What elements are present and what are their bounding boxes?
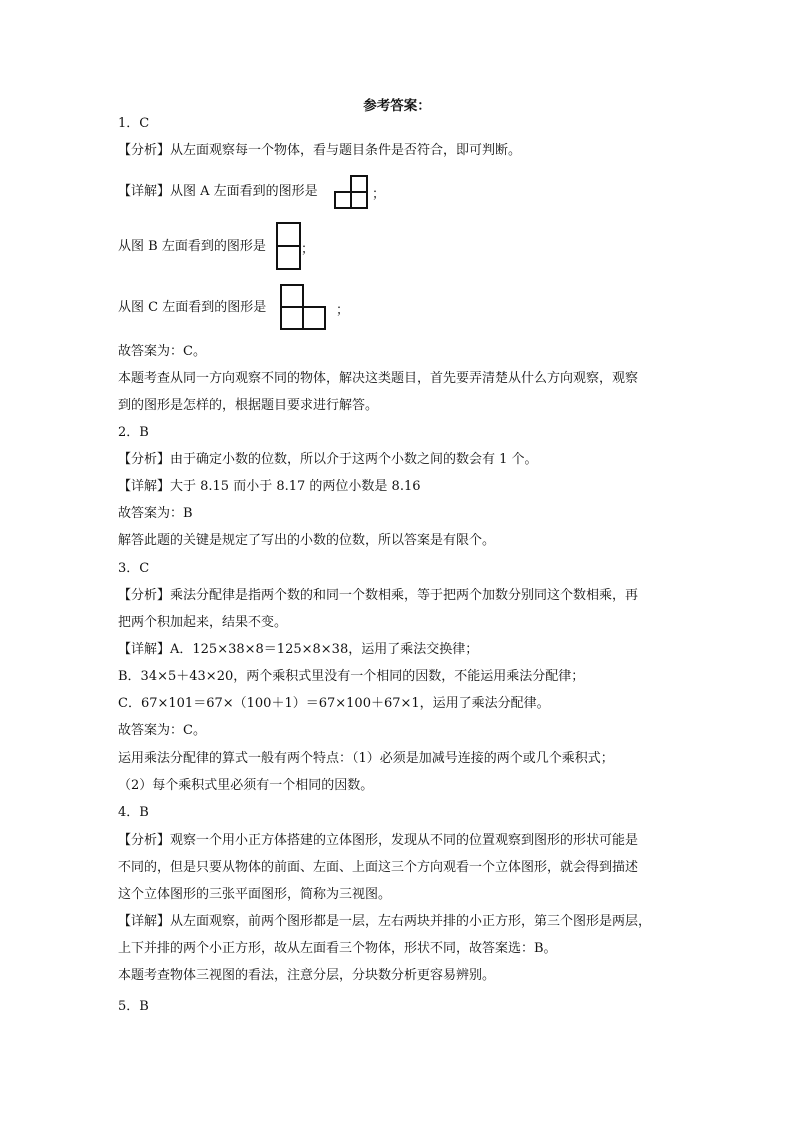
q1-detail-c: 从图 C 左面看到的图形是	[118, 300, 267, 315]
page-title: 参考答案：	[363, 98, 431, 114]
q1-detail-a: 【详解】从图 A 左面看到的图形是	[118, 184, 318, 199]
q4-detail-2: 上下并排的两个小正方形，故从左面看三个物体，形状不同，故答案选：B。	[118, 941, 557, 956]
q1-semicolon-c: ；	[336, 303, 350, 318]
q1-comment-1: 本题考查从同一方向观察不同的物体，解决这类题目，首先要弄清楚从什么方向观察，观察	[118, 371, 639, 386]
q2-comment: 解答此题的关键是规定了写出的小数的位数，所以答案是有限个。	[118, 533, 496, 548]
q5-number: 5．B	[118, 999, 149, 1014]
figure-b-left-view	[276, 222, 302, 270]
q2-number: 2．B	[118, 425, 149, 440]
q2-answer: 故答案为：B	[118, 506, 193, 521]
q1-answer: 故答案为：C。	[118, 344, 206, 359]
q1-comment-2: 到的图形是怎样的，根据题目要求进行解答。	[118, 398, 379, 413]
q3-comment-1: 运用乘法分配律的算式一般有两个特点：（1）必须是加减号连接的两个或几个乘积式；	[118, 751, 614, 766]
square-shape	[280, 306, 304, 330]
square-shape	[280, 284, 304, 308]
q3-comment-2: （2）每个乘积式里必须有一个相同的因数。	[118, 778, 374, 793]
square-shape	[276, 245, 301, 270]
q4-number: 4．B	[118, 805, 149, 820]
q1-analysis: 【分析】从左面观察每一个物体，看与题目条件是否符合，即可判断。	[118, 143, 522, 158]
figure-c-left-view	[280, 284, 327, 330]
q3-answer: 故答案为：C。	[118, 723, 206, 738]
q1-number: 1．C	[118, 116, 150, 131]
q2-analysis: 【分析】由于确定小数的位数，所以介于这两个小数之间的数会有 1 个。	[118, 452, 538, 467]
q3-analysis-2: 把两个积加起来，结果不变。	[118, 615, 288, 630]
q3-analysis-1: 【分析】乘法分配律是指两个数的和同一个数相乘，等于把两个加数分别同这个数相乘，再	[118, 588, 639, 603]
q1-semicolon-b: ；	[301, 242, 315, 257]
q4-comment: 本题考查物体三视图的看法，注意分层，分块数分析更容易辨别。	[118, 968, 496, 983]
q2-detail: 【详解】大于 8.15 而小于 8.17 的两位小数是 8.16	[118, 479, 421, 494]
square-shape	[276, 222, 301, 247]
q3-detail-c: C．67×101＝67×（100＋1）＝67×100＋67×1，运用了乘法分配律。	[118, 696, 550, 711]
q3-number: 3．C	[118, 561, 150, 576]
q1-detail-b: 从图 B 左面看到的图形是	[118, 239, 266, 254]
q4-detail-1: 【详解】从左面观察，前两个图形都是一层，左右两块并排的小正方形，第三个图形是两层，	[118, 914, 652, 929]
q4-analysis-1: 【分析】观察一个用小正方体搭建的立体图形，发现从不同的位置观察到图形的形状可能是	[118, 833, 639, 848]
q3-detail-b: B．34×5＋43×20，两个乘积式里没有一个相同的因数，不能运用乘法分配律；	[118, 669, 585, 684]
q3-detail-a: 【详解】A．125×38×8＝125×8×38，运用了乘法交换律；	[118, 642, 479, 657]
q4-analysis-3: 这个立体图形的三张平面图形，简称为三视图。	[118, 887, 392, 902]
q4-analysis-2: 不同的，但是只要从物体的前面、左面、上面这三个方向观看一个立体图形，就会得到描述	[118, 860, 639, 875]
figure-a-left-view	[334, 175, 370, 211]
q1-semicolon-a: ；	[372, 187, 386, 202]
square-shape	[350, 191, 368, 209]
square-shape	[302, 306, 326, 330]
